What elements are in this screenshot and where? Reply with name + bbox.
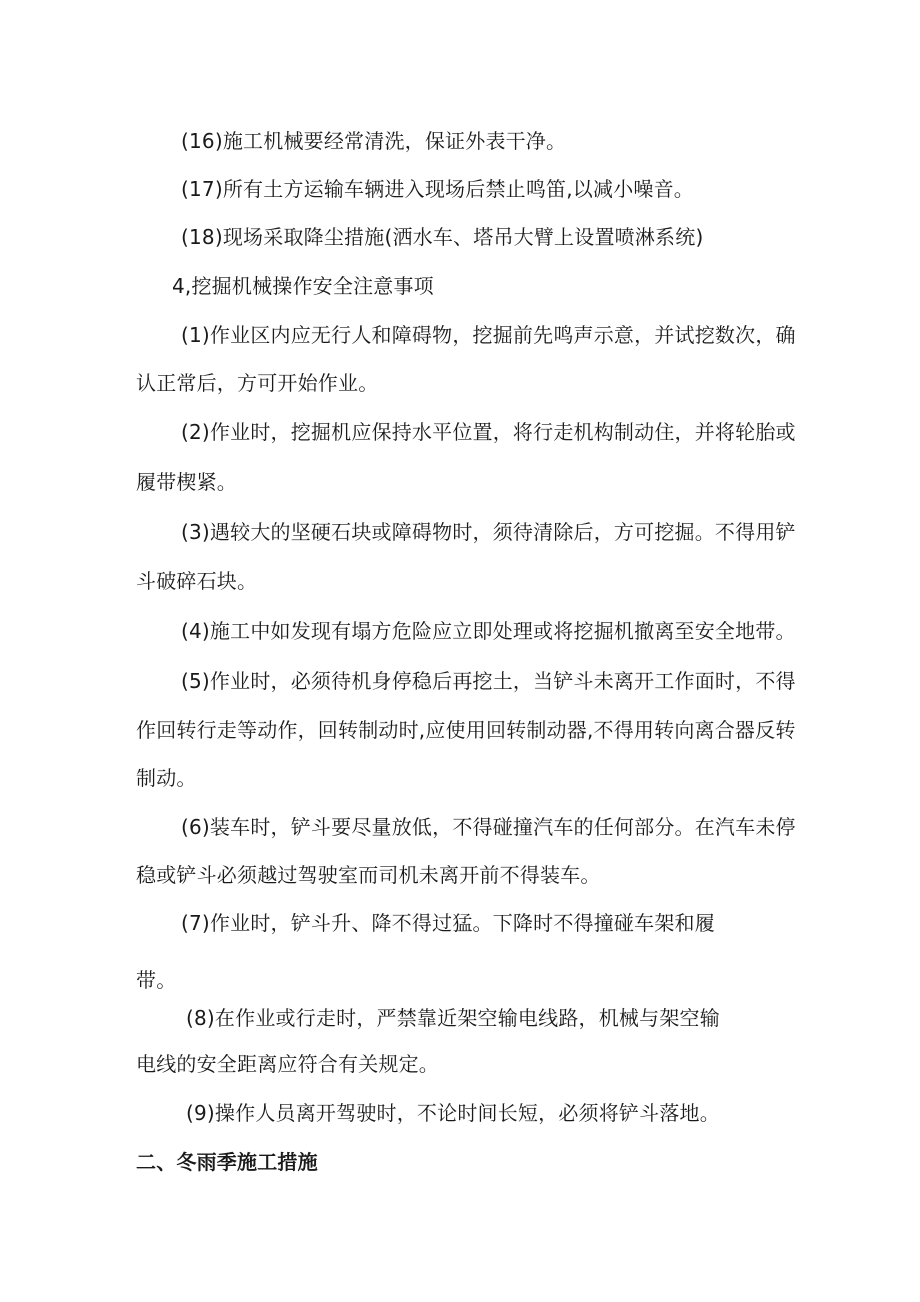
paragraph-4: (4)施工中如发现有塌方危险应立即处理或将挖掘机撤离至安全地带。	[181, 619, 796, 643]
subsection-title-4: 4,挖掘机械操作安全注意事项	[172, 274, 434, 298]
paragraph-7-line-1: (7)作业时，铲斗升、降不得过猛。下降时不得撞碰车架和履	[181, 911, 715, 935]
paragraph-8-line-1: (8)在作业或行走时，严禁靠近架空输电线路，机械与架空输	[186, 1006, 720, 1030]
paragraph-2-line-2: 履带楔紧。	[136, 470, 237, 494]
paragraph-2-line-1: (2)作业时，挖掘机应保持水平位置，将行走机构制动住，并将轮胎或	[181, 420, 796, 444]
section-heading: 二、冬雨季施工措施	[136, 1150, 318, 1174]
paragraph-16: (16)施工机械要经常清洗，保证外表干净。	[181, 129, 567, 153]
paragraph-5-line-1: (5)作业时，必须待机身停稳后再挖土，当铲斗未离开工作面时，不得	[181, 669, 796, 693]
paragraph-6-line-1: (6)装车时，铲斗要尽量放低，不得碰撞汽车的任何部分。在汽车未停	[181, 815, 796, 839]
paragraph-5-line-2: 作回转行走等动作，回转制动时,应使用回转制动器,不得用转向离合器反转	[136, 718, 796, 742]
paragraph-1-line-1: (1)作业区内应无行人和障碍物，挖掘前先鸣声示意，并试挖数次，确	[181, 323, 796, 347]
paragraph-9: (9)操作人员离开驾驶时，不论时间长短，必须将铲斗落地。	[186, 1101, 720, 1125]
paragraph-8-line-2: 电线的安全距离应符合有关规定。	[136, 1052, 439, 1076]
paragraph-3-line-2: 斗破碎石块。	[136, 569, 258, 593]
paragraph-6-line-2: 稳或铲斗必须越过驾驶室而司机未离开前不得装车。	[136, 863, 601, 887]
paragraph-17: (17)所有土方运输车辆进入现场后禁止鸣笛,以减小噪音。	[181, 177, 695, 201]
paragraph-7-line-2: 带。	[136, 968, 177, 992]
paragraph-1-line-2: 认正常后，方可开始作业。	[136, 371, 379, 395]
paragraph-5-line-3: 制动。	[136, 766, 197, 790]
paragraph-3-line-1: (3)遇较大的坚硬石块或障碍物时，须待清除后，方可挖掘。不得用铲	[181, 520, 796, 544]
paragraph-18: (18)现场采取降尘措施(洒水车、塔吊大臂上设置喷淋系统)	[181, 225, 704, 249]
